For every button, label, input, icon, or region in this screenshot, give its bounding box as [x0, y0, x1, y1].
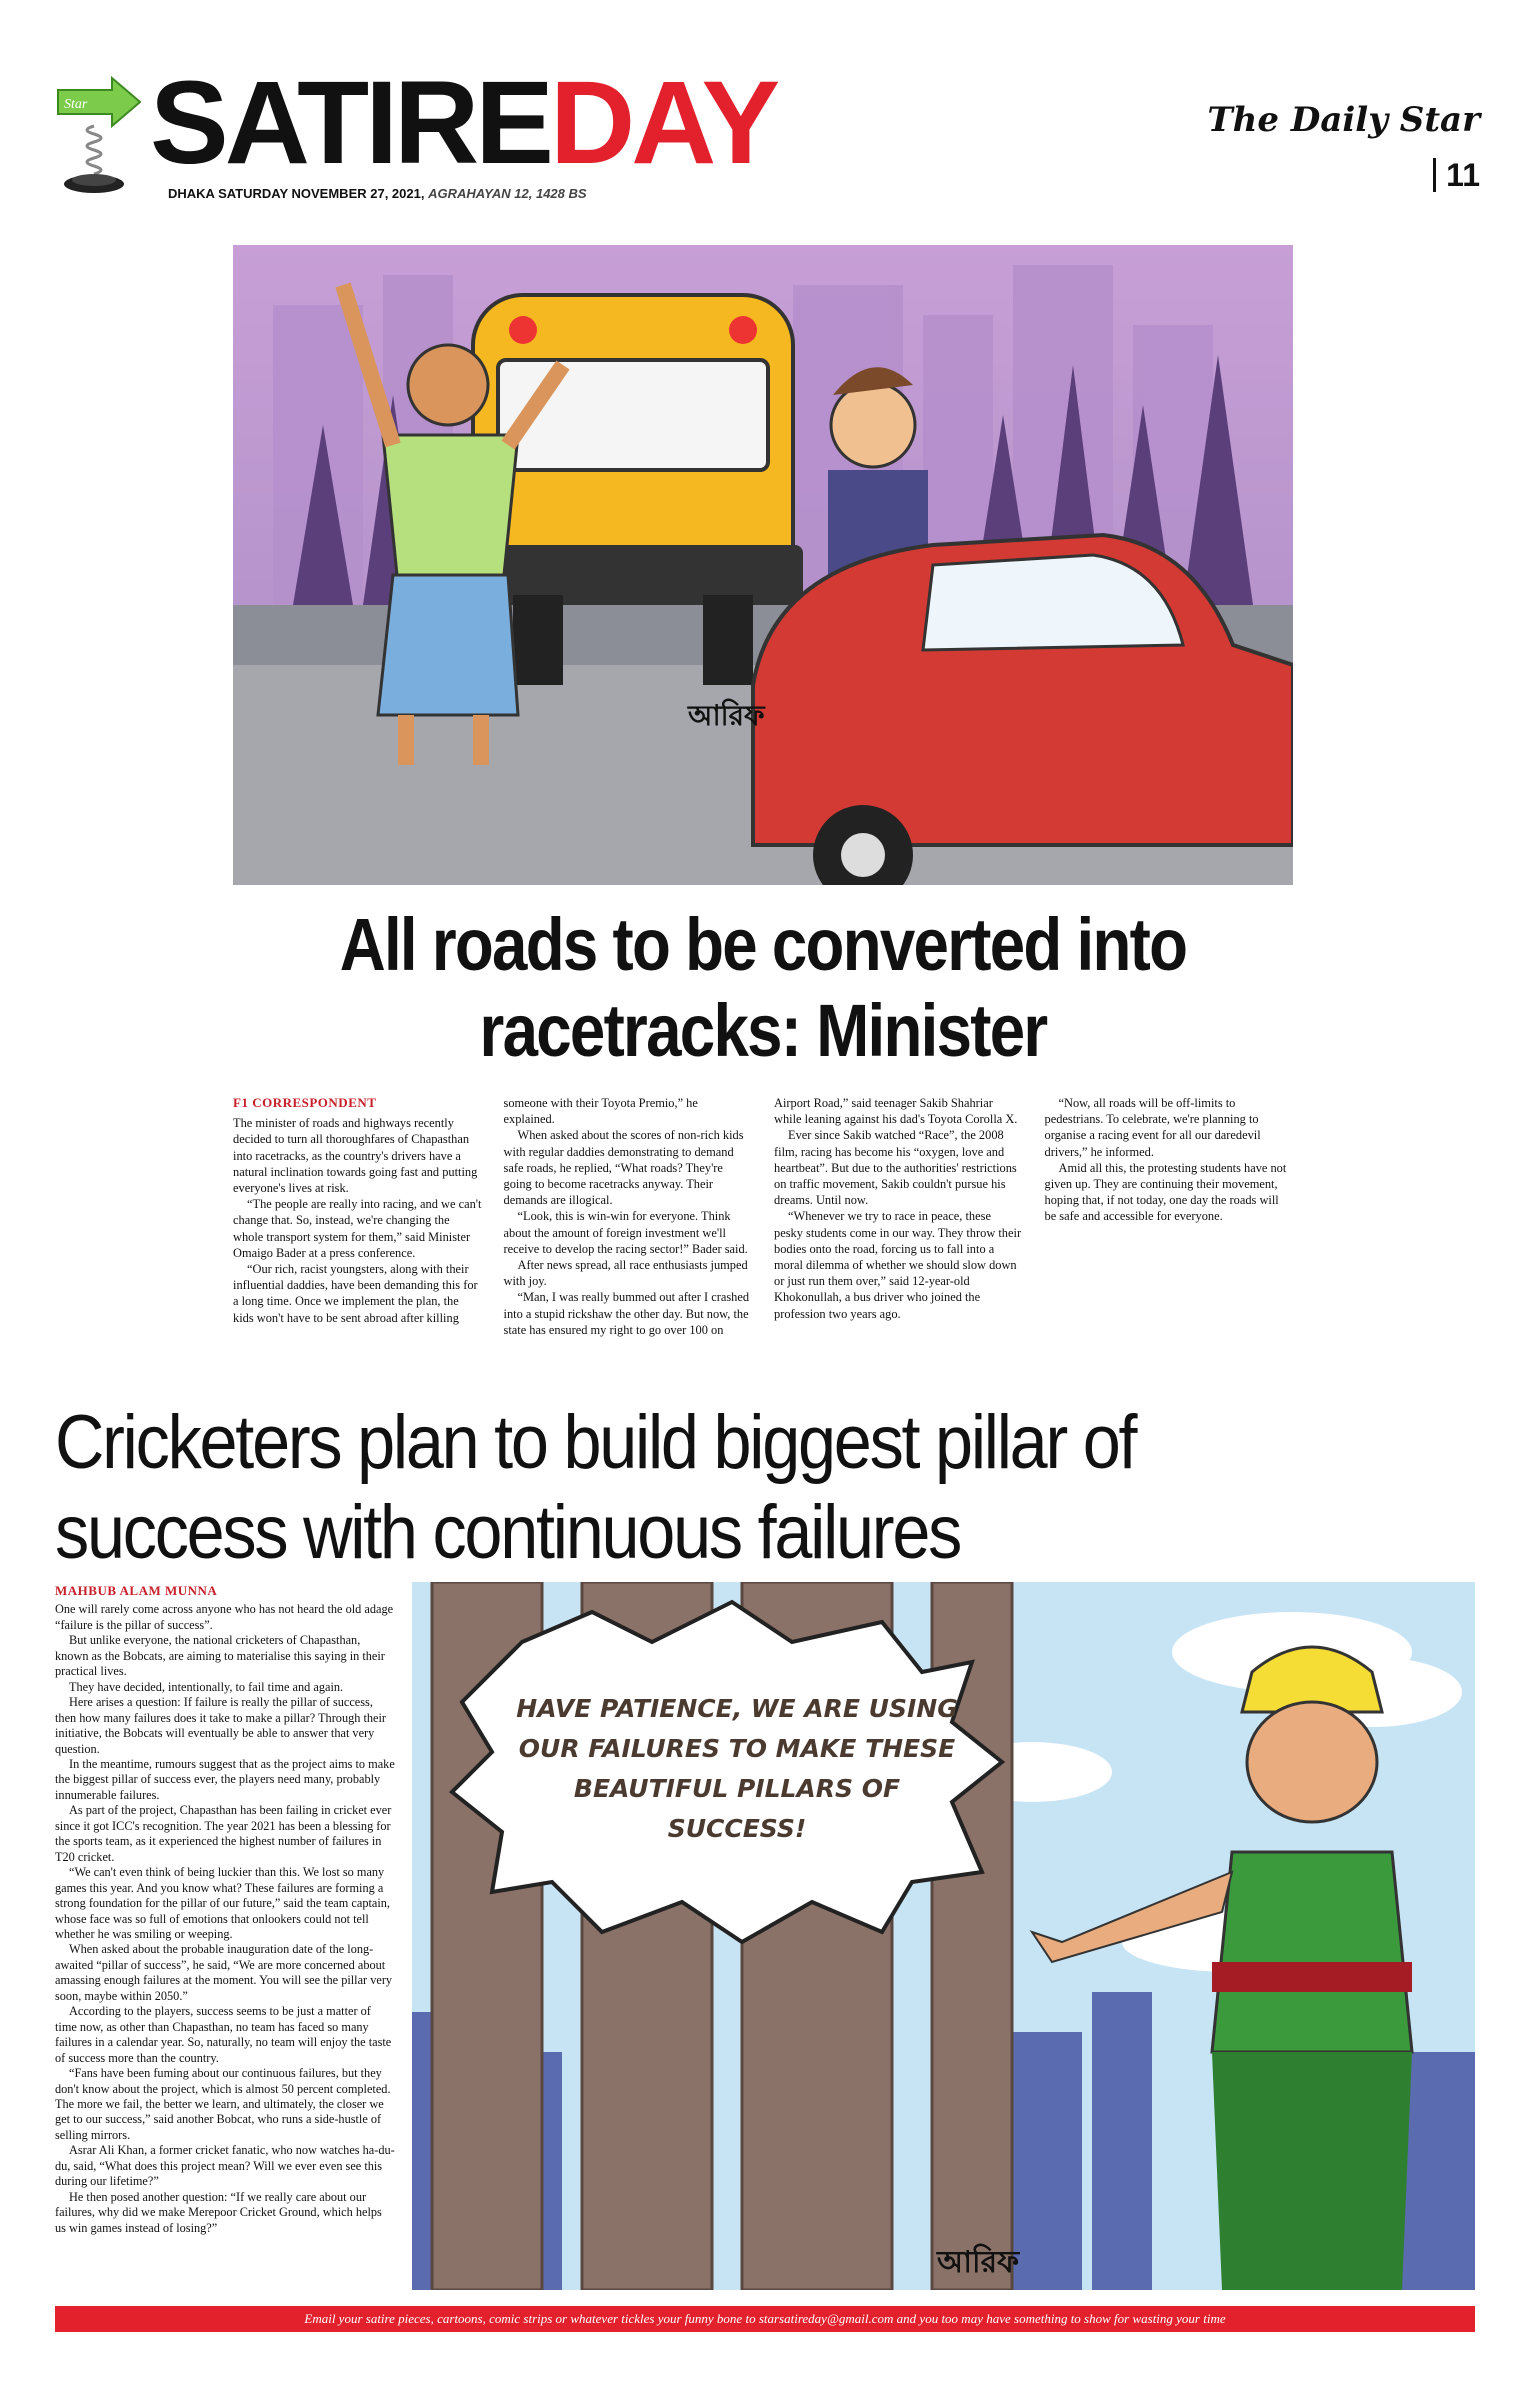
article2-headline: Cricketers plan to build biggest pillar of success with continuous failures	[55, 1400, 1136, 1575]
article2-paragraph: Here arises a question: If failure is really the pillar of success, then how many failures does it take to make a pillar? Through their initiative, the Bobcats will eventually be able to answer that very question.	[55, 1695, 387, 1756]
article2-body	[55, 1583, 395, 2298]
speech-line: BEAUTIFUL PILLARS OF	[573, 1774, 901, 1803]
article2-paragraph: One will rarely come across anyone who has not heard the old adage “failure is the pillar of success”.	[55, 1602, 394, 1632]
article2-paragraph: In the meantime, rumours suggest that as the project aims to make the biggest pillar of success ever, the players need many, probably innumerable failures.	[55, 1756, 395, 1802]
speech-line: OUR FAILURES TO MAKE THESE	[518, 1734, 956, 1763]
speech-line: SUCCESS!	[667, 1814, 807, 1843]
article1-paragraph: When asked about the scores of non-rich kids with regular daddies demonstrating to demand safe roads, he replied, “What roads? They're going to become racetracks anyway. Their demands are illogical.	[503, 1128, 744, 1208]
article2-paragraph: “We can't even think of being luckier than this. We lost so many games this year. And you know what? These failures are forming a strong foundation for the pillar of our future,” said the team captain, whose face was so full of emotions that onlookers could not tell whether he was smiling or weeping.	[55, 1865, 390, 1941]
illustrator-signature: আরিফ	[688, 699, 765, 732]
article1-paragraph: “The people are really into racing, and we can't change that. So, instead, we're changing the whole transport system for them,” said Minister Omaigo Bader at a press conference.	[233, 1197, 482, 1260]
title-day: DAY	[549, 57, 777, 189]
article2-paragraph: He then posed another question: “If we really care about our failures, why did we make Merepoor Cricket Ground, which helps us win games instead of losing?”	[55, 2189, 382, 2235]
dateline-bengali: AGRAHAYAN 12, 1428 BS	[428, 186, 587, 201]
article2-byline: MAHBUB ALAM MUNNA	[55, 1583, 218, 1598]
article1-paragraph: Ever since Sakib watched “Race”, the 2008 film, racing has become his “oxygen, love and heartbeat”. But due to the authorities' restrictions on traffic movement, Sakib couldn't pursue his dreams. Until now.	[774, 1128, 1017, 1208]
article2-paragraph: Asrar Ali Khan, a former cricket fanatic, who now watches ha-du-du, said, “What does this project mean? Will we ever even see this during our lifetime?”	[55, 2143, 395, 2189]
article1-paragraph: “Whenever we try to race in peace, these pesky students come in our way. They throw their bodies onto the road, forcing us to fall into a moral dilemma of whether we should slow down or just run them over,” said 12-year-old Khokonullah, a bus driver who joined the profession two years ago.	[774, 1209, 1022, 1321]
satireday-title	[150, 58, 776, 188]
article2-paragraph: “Fans have been fuming about our continuous failures, but they don't know about the project, which is almost 50 percent completed. The more we fail, the better we learn, and ultimately, the closer we get to our success,” said another Bobcat, who runs a side-hustle of selling mirrors.	[55, 2066, 391, 2142]
article1-paragraph: “Look, this is win-win for everyone. Think about the amount of foreign investment we'll receive to develop the racing sector!” Bader said.	[503, 1209, 748, 1256]
article1-paragraph: Amid all this, the protesting students have not given up. They are continuing their movement, hoping that, if not today, one day the roads will be safe and accessible for everyone.	[1044, 1160, 1287, 1224]
article2-paragraph: They have decided, intentionally, to fail time and again.	[69, 1679, 344, 1694]
article2-paragraph: When asked about the probable inauguration date of the long-awaited “pillar of success”, he said, “We are more concerned about amassing enough failures at the moment. You will see the pillar very soon, maybe within 2050.”	[55, 1942, 393, 2003]
article1-paragraph: “Now, all roads will be off-limits to pedestrians. To celebrate, we're planning to organise a racing event for all our daredevil drivers,” he informed.	[1044, 1096, 1261, 1159]
dateline	[168, 186, 587, 201]
article1-paragraph: The minister of roads and highways recently decided to turn all thoroughfares of Chapasthan into racetracks, as the country's drivers have a natural inclination towards going fast and putting everyone's lives at risk.	[233, 1116, 478, 1196]
star-spring-logo	[50, 68, 150, 198]
road-racing-cartoon	[233, 245, 1293, 885]
daily-star-logo: The Daily Star	[1207, 100, 1480, 140]
illustrator-signature: আরিফ	[937, 2245, 1020, 2280]
article1-paragraph: “Man, I was really bummed out after I crashed into a stupid rickshaw the other day. But now, the state has ensured my right to go over 100 on Airport Road,” said teenager Sakib Shahriar while leaning against his dad's Toyota Corolla X.	[503, 1096, 1018, 1337]
article2-paragraph: As part of the project, Chapasthan has been failing in cricket ever since it got ICC's recognition. The year 2021 has been a blessing for the sports team, as it experienced the highest number of failures in T20 cricket.	[55, 1803, 392, 1864]
article1-headline: All roads to be converted into racetracks: Minister	[339, 903, 1187, 1072]
title-satire: SATIRE	[150, 57, 550, 189]
dateline-english: DHAKA SATURDAY NOVEMBER 27, 2021,	[168, 186, 425, 201]
article1-body	[233, 1095, 1293, 1345]
article2-paragraph: According to the players, success seems to be just a matter of time now, as other than Chapasthan, no team has faced so many failures in a calendar year. So, naturally, no team will enjoy the taste of success more than the country.	[55, 2004, 392, 2065]
masthead	[50, 58, 1480, 208]
article1-byline: F1 CORRESPONDENT	[233, 1095, 377, 1110]
article1-paragraph: “Our rich, racist youngsters, along with their influential daddies, have been demanding this for a long time. Once we implement the plan, the kids won't have to be sent abroad after killing someone with their Toyota Premio,” he explained.	[233, 1096, 698, 1325]
footer-text: Email your satire pieces, cartoons, comic strips or whatever tickles your funny bone to starsatireday@gmail.com and you too may have something to show for wasting your time	[304, 2311, 1226, 2326]
speech-line: HAVE PATIENCE, WE ARE USING	[516, 1694, 958, 1723]
logo-tag-text: Star	[64, 97, 88, 112]
article2-paragraph: But unlike everyone, the national cricketers of Chapasthan, known as the Bobcats, are aiming to materialise this saying in their practical lives.	[55, 1633, 385, 1679]
article1-paragraph: After news spread, all race enthusiasts jumped with joy.	[503, 1258, 748, 1289]
submission-footer	[55, 2306, 1475, 2332]
pillar-of-success-cartoon	[412, 1582, 1475, 2290]
page-number: 11	[1433, 158, 1480, 192]
